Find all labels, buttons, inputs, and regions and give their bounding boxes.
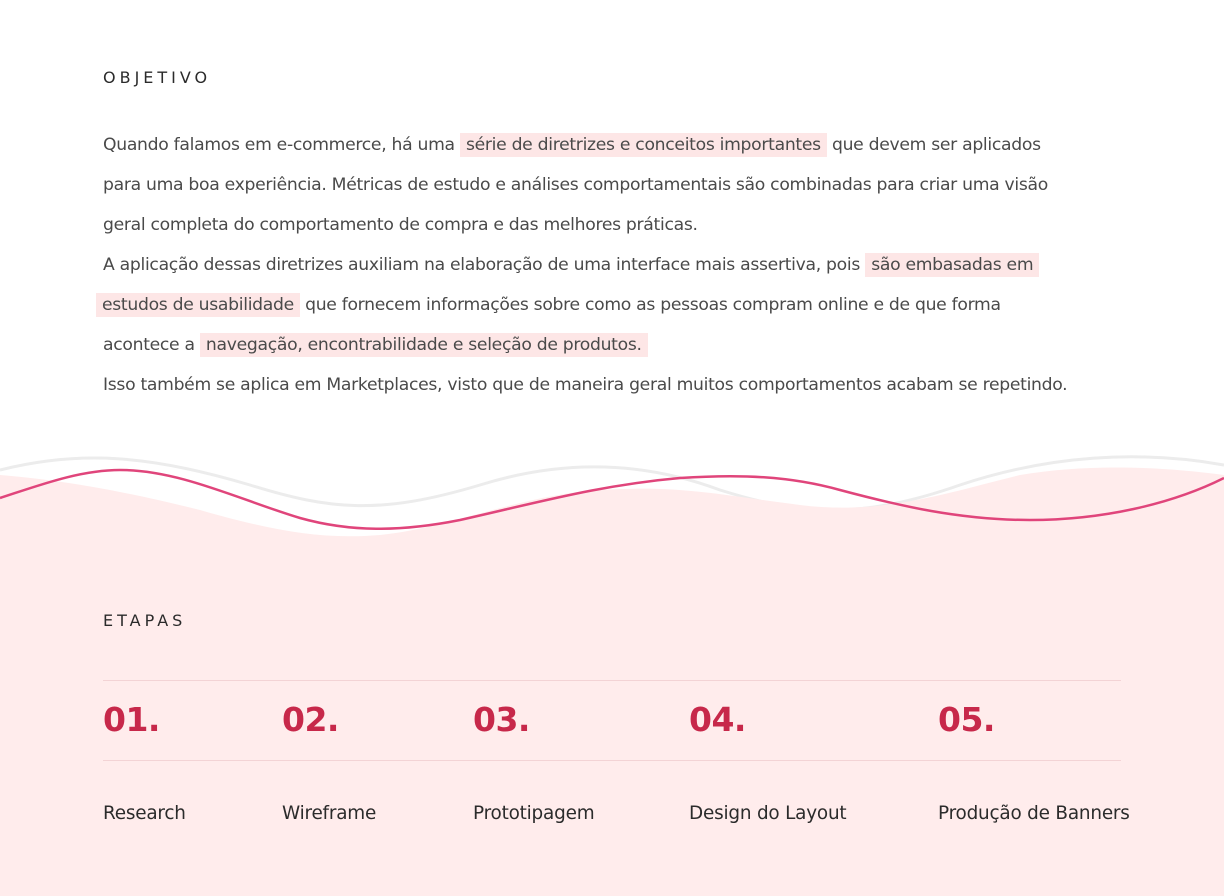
- step-number: 01.: [103, 700, 160, 739]
- step-label-producao-de-banners: Produção de Banners: [938, 803, 1130, 824]
- text-line: [103, 325, 1183, 365]
- text-segment: que devem ser aplicados: [831, 135, 1041, 155]
- steps-top-divider: [103, 680, 1121, 681]
- text-line: [103, 245, 1183, 285]
- step-label-design-do-layout: Design do Layout: [689, 803, 847, 824]
- highlighted-text: navegação, encontrabilidade e seleção de produtos.: [200, 333, 648, 357]
- text-segment: A aplicação dessas diretrizes auxiliam na elaboração de uma interface mais assertiva, pois: [103, 255, 861, 275]
- text-line: geral completa do comportamento de compra e das melhores práticas.: [103, 215, 698, 235]
- highlighted-text: são embasadas em: [865, 253, 1039, 277]
- text-segment: Quando falamos em e-commerce, há uma: [103, 135, 455, 155]
- step-label-wireframe: Wireframe: [282, 803, 377, 824]
- text-segment: acontece a: [103, 335, 195, 355]
- text-line: [103, 125, 1183, 165]
- objetivo-paragraph: [103, 125, 1183, 405]
- text-line: Isso também se aplica em Marketplaces, visto que de maneira geral muitos comportamentos acabam se repetindo.: [103, 375, 1068, 395]
- step-label-prototipagem: Prototipagem: [473, 803, 595, 824]
- step-number: 04.: [689, 700, 746, 739]
- wave-divider: [0, 440, 1224, 550]
- step-number: 05.: [938, 700, 995, 739]
- highlighted-text: estudos de usabilidade: [96, 293, 300, 317]
- text-line: [96, 285, 1183, 325]
- step-number: 02.: [282, 700, 339, 739]
- objetivo-heading: OBJETIVO: [103, 68, 212, 87]
- etapas-section-background: [0, 540, 1224, 896]
- highlighted-text: série de diretrizes e conceitos importantes: [460, 133, 827, 157]
- steps-middle-divider: [103, 760, 1121, 761]
- step-number: 03.: [473, 700, 530, 739]
- text-segment: que fornecem informações sobre como as pessoas compram online e de que forma: [305, 295, 1001, 315]
- etapas-heading: ETAPAS: [103, 611, 187, 630]
- step-label-research: Research: [103, 803, 186, 824]
- text-line: para uma boa experiência. Métricas de estudo e análises comportamentais são combinadas para criar uma visão: [103, 175, 1048, 195]
